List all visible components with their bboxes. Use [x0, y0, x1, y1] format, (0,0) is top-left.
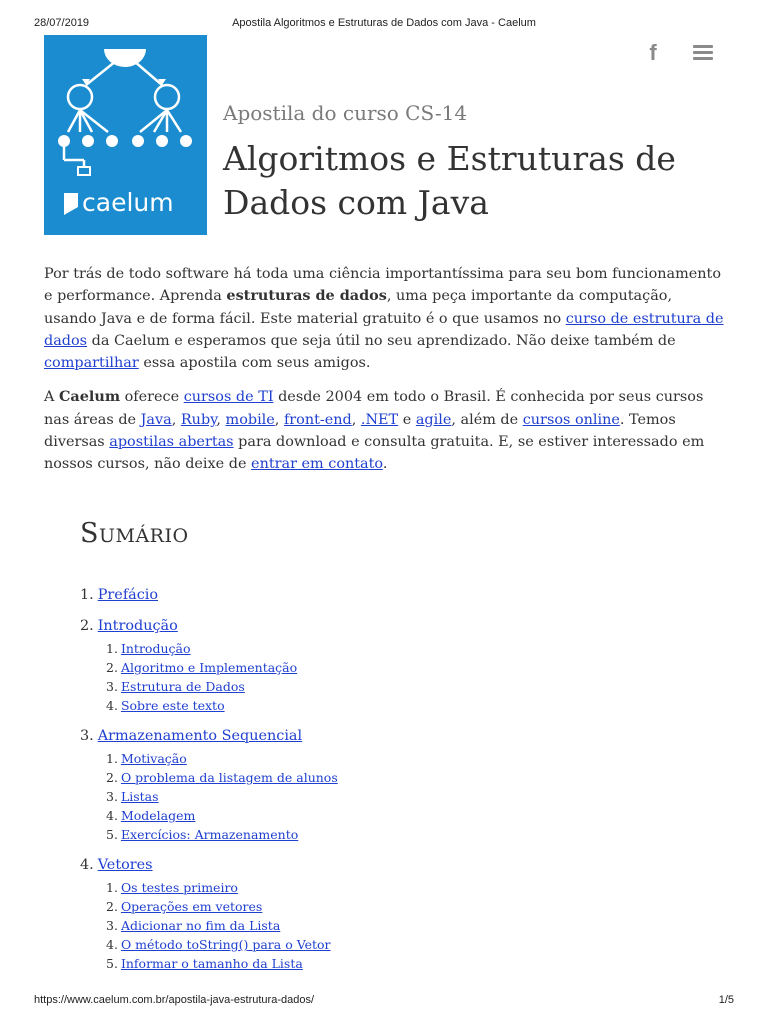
table-of-contents [80, 585, 680, 973]
caelum-logo[interactable] [44, 35, 207, 235]
toc-section-number: 1. [106, 751, 118, 766]
intro-text: oferece [120, 389, 184, 406]
toc-chapter-number: 1. [80, 587, 94, 603]
print-url: https://www.caelum.com.br/apostila-java-estrutura-dados/ [34, 994, 315, 1006]
intro-text: . [382, 456, 388, 473]
toc-section-number: 2. [106, 770, 118, 785]
toc-chapter-number: 2. [80, 618, 94, 634]
toc-section-list [106, 749, 680, 844]
link-agile[interactable]: agile [415, 411, 452, 428]
intro-text: , [274, 411, 284, 428]
toc-section-number: 3. [106, 918, 118, 933]
intro-paragraph-1 [44, 263, 724, 374]
toc-section-item [106, 916, 680, 935]
toc-section-link[interactable]: O método toString() para o Vetor [120, 937, 331, 952]
toc-chapter [80, 585, 680, 605]
toc-section-link[interactable]: Informar o tamanho da Lista [120, 956, 303, 971]
toc-section-item [106, 677, 680, 696]
toc-chapter [80, 855, 680, 973]
toc-section-number: 1. [106, 880, 118, 895]
toc-section-item [106, 806, 680, 825]
toc-section-link[interactable]: Introdução [120, 641, 191, 656]
toc-section-list [106, 878, 680, 973]
toc-section-number: 2. [106, 899, 118, 914]
toc-section-item [106, 639, 680, 658]
intro-section [44, 263, 724, 488]
toc-section-number: 2. [106, 660, 118, 675]
toc-chapter-line [80, 726, 680, 746]
intro-text: . Temos diversas [44, 411, 676, 451]
toc-section-link[interactable]: Algoritmo e Implementação [120, 660, 298, 675]
toc-section-number: 3. [106, 679, 118, 694]
toc-heading: Sumário [80, 518, 189, 549]
link-front-end[interactable]: front-end [283, 411, 352, 428]
toc-section-item [106, 696, 680, 715]
link-dotnet[interactable]: .NET [360, 411, 399, 428]
toc-section-item [106, 878, 680, 897]
facebook-icon[interactable]: f [649, 40, 657, 65]
intro-text: desde 2004 em todo o Brasil. É conhecida por seus cursos nas áreas de [44, 389, 704, 428]
page-title-line2: Dados com Java [223, 183, 489, 222]
page-subtitle: Apostila do curso CS-14 [223, 101, 468, 125]
intro-text: A [44, 389, 59, 406]
toc-section-link[interactable]: Os testes primeiro [120, 880, 238, 895]
link-cursos-ti[interactable]: cursos de TI [183, 389, 274, 406]
print-page-number: 1/5 [718, 994, 734, 1006]
intro-text: e [398, 411, 416, 428]
toc-chapter-line [80, 585, 680, 605]
toc-chapter-number: 4. [80, 857, 94, 873]
toc-section-number: 5. [106, 956, 118, 971]
link-compartilhar[interactable]: compartilhar [44, 355, 139, 372]
link-apostilas-abertas[interactable]: apostilas abertas [109, 434, 234, 451]
toc-section-link[interactable]: Sobre este texto [120, 698, 225, 713]
toc-section-number: 4. [106, 698, 118, 713]
toc-section-number: 4. [106, 937, 118, 952]
toc-section-item [106, 768, 680, 787]
toc-chapter-number: 3. [80, 728, 94, 744]
toc-section-link[interactable]: Modelagem [120, 808, 196, 823]
toc-section-link[interactable]: Listas [120, 789, 159, 804]
toc-section-link[interactable]: Exercícios: Armazenamento [120, 827, 299, 842]
toc-section-link[interactable]: O problema da listagem de alunos [120, 770, 338, 785]
intro-bold: estruturas de dados [226, 287, 387, 305]
toc-section-number: 5. [106, 827, 118, 842]
page-title [223, 137, 723, 225]
intro-text: essa apostila com seus amigos. [138, 355, 371, 372]
intro-text: para download e consulta gratuita. E, se estiver interessado em nossos cursos, não deixe de [44, 434, 705, 473]
toc-chapter-link[interactable]: Armazenamento Sequencial [97, 728, 303, 744]
link-entrar-em-contato[interactable]: entrar em contato [251, 456, 383, 473]
toc-section-item [106, 787, 680, 806]
intro-text: da Caelum e esperamos que seja útil no seu aprendizado. Não deixe também de [87, 332, 676, 349]
toc-section-link[interactable]: Motivação [120, 751, 187, 766]
intro-text: , [216, 411, 226, 428]
toc-section-list [106, 639, 680, 715]
toc-chapter-line [80, 616, 680, 636]
toc-section-number: 3. [106, 789, 118, 804]
intro-paragraph-2 [44, 386, 724, 475]
toc-section-link[interactable]: Estrutura de Dados [120, 679, 245, 694]
toc-section-item [106, 658, 680, 677]
toc-chapter-line [80, 855, 680, 875]
print-header [34, 17, 734, 31]
toc-section-item [106, 897, 680, 916]
toc-chapter [80, 616, 680, 715]
link-curso-estrutura-dados[interactable]: curso de estrutura de dados [44, 310, 724, 349]
link-mobile[interactable]: mobile [225, 411, 275, 428]
toc-section-item [106, 935, 680, 954]
toc-section-item [106, 954, 680, 973]
print-footer [34, 994, 734, 1008]
tree-diagram-icon [44, 35, 207, 235]
toc-section-number: 4. [106, 808, 118, 823]
print-date: 28/07/2019 [34, 17, 90, 29]
toc-chapter-link[interactable]: Prefácio [97, 587, 159, 603]
toc-chapter [80, 726, 680, 844]
toc-chapter-link[interactable]: Introdução [97, 618, 178, 634]
intro-text: , [351, 411, 361, 428]
intro-text: , [171, 411, 181, 428]
logo-text: caelum [82, 188, 174, 217]
toc-section-number: 1. [106, 641, 118, 656]
intro-text: , além de [451, 411, 523, 428]
link-ruby[interactable]: Ruby [180, 411, 217, 428]
toc-section-item [106, 825, 680, 844]
toc-section-link[interactable]: Adicionar no fim da Lista [120, 918, 281, 933]
link-cursos-online[interactable]: cursos online [522, 411, 620, 428]
intro-text: Por trás de todo software há toda uma ciência importantíssima para seu bom funcionamento e performance. Aprenda [44, 266, 721, 305]
page-title-line1: Algoritmos e Estruturas de [223, 139, 676, 178]
intro-bold: Caelum [58, 388, 121, 406]
link-java[interactable]: Java [140, 411, 172, 428]
toc-chapter-link[interactable]: Vetores [97, 857, 153, 873]
toc-section-item [106, 749, 680, 768]
hamburger-menu-icon[interactable] [693, 45, 713, 61]
print-title: Apostila Algoritmos e Estruturas de Dados com Java - Caelum [232, 17, 536, 29]
toc-section-link[interactable]: Operações em vetores [120, 899, 263, 914]
intro-text: , uma peça importante da computação, usando Java e de forma fácil. Este material gratuito é o que usamos no [44, 288, 673, 327]
